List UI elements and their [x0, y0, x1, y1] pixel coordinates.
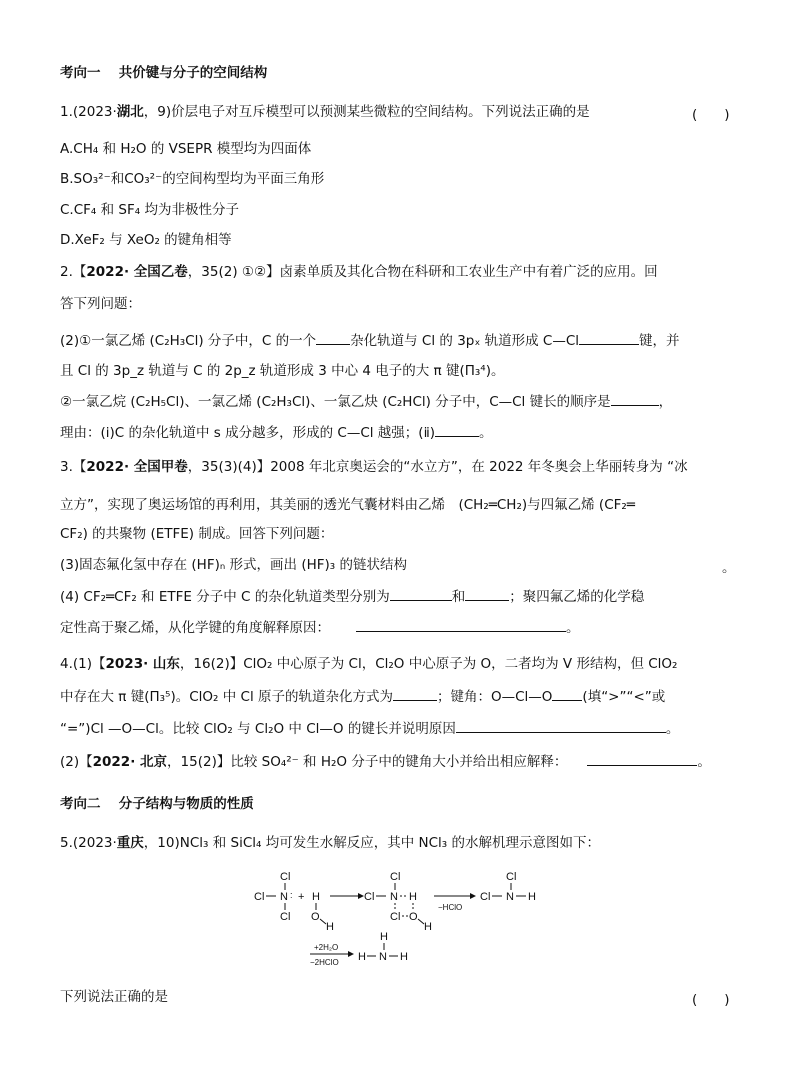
cl-label: Cl [506, 871, 517, 883]
n-label: N [506, 891, 514, 903]
question-2-stem: 2.【2022· 全国乙卷，35(2) ①②】卤素单质及其化合物在科研和工农业生产中有着广泛的应用。回 [60, 264, 658, 280]
question-3-line-4: (3)固态氟化氢中存在 (HF)ₙ 形式，画出 (HF)₃ 的链状结构 [60, 557, 407, 573]
answer-blank[interactable] [579, 332, 639, 345]
question-4-line-2: 中存在大 π 键(Π₃⁵)。ClO₂ 中 Cl 原子的轨道杂化方式为 ；键角：O—Cl—O (填“>”“<”或 [60, 689, 666, 705]
answer-blank[interactable] [390, 588, 452, 601]
question-5-footer: 下列说法正确的是 [60, 989, 168, 1005]
question-1-option-b: B.SO₃²⁻和CO₃²⁻的空间构型均为平面三角形 [60, 171, 325, 187]
question-2-line-4: 且 Cl 的 3p_z 轨道与 C 的 2p_z 轨道形成 3 中心 4 电子的大 π 键(Π₃⁴)。 [60, 363, 505, 379]
h-label: H [528, 891, 536, 903]
n-label: N [280, 891, 288, 903]
answer-blank[interactable] [393, 688, 437, 701]
arrow-condition: −2HClO [310, 958, 339, 967]
question-5-stem: 5.(2023·重庆，10)NCl₃ 和 SiCl₄ 均可发生水解反应，其中 NCl₃ 的水解机理示意图如下： [60, 835, 600, 851]
question-3-line-4-end: 。 [722, 560, 736, 576]
cl-label: Cl [390, 871, 401, 883]
o-label: O [311, 911, 320, 923]
question-2-line-3: (2)①一氯乙烯 (C₂H₃Cl) 分子中，C 的一个 杂化轨道与 Cl 的 3pₓ 轨道形成 C—Cl 键，并 [60, 333, 680, 349]
question-1-option-a: A.CH₄ 和 H₂O 的 VSEPR 模型均为四面体 [60, 141, 312, 157]
h-label: H [400, 951, 408, 963]
question-3-line-3: CF₂) 的共聚物 (ETFE) 制成。回答下列问题： [60, 526, 334, 542]
question-2-line-5: ②一氯乙烷 (C₂H₅Cl)、一氯乙烯 (C₂H₃Cl)、一氯乙炔 (C₂HCl) 分子中，C—Cl 键长的顺序是 ， [60, 394, 673, 410]
question-4-part-2: (2)【2022· 北京，15(2)】比较 SO₄²⁻ 和 H₂O 分子中的键角大小并给出相应解释： 。 [60, 754, 711, 770]
answer-blank[interactable] [456, 720, 666, 733]
question-3-line-2: 立方”，实现了奥运场馆的再利用，其美丽的透光气囊材料由乙烯 (CH₂═CH₂)与四氟乙烯 (CF₂═ [60, 497, 635, 513]
question-1-answer-paren[interactable]: ( ) [692, 107, 730, 123]
h-label: H [358, 951, 366, 963]
cl-label: Cl [254, 891, 265, 903]
answer-blank[interactable] [435, 424, 479, 437]
cl-label: Cl [480, 891, 491, 903]
arrow-condition: +2H₂O [314, 943, 339, 952]
question-3-line-5: (4) CF₂═CF₂ 和 ETFE 分子中 C 的杂化轨道类型分别为 和 ；聚四氟乙烯的化学稳 [60, 589, 645, 605]
question-4-stem: 4.(1)【2023· 山东，16(2)】ClO₂ 中心原子为 Cl，Cl₂O 中心原子为 O，二者均为 V 形结构，但 ClO₂ [60, 656, 678, 672]
o-label: O [409, 911, 418, 923]
section-title-1: 考向一 共价键与分子的空间结构 [60, 65, 268, 81]
answer-blank[interactable] [356, 619, 566, 632]
h-label: H [424, 921, 432, 933]
question-1-option-c: C.CF₄ 和 SF₄ 均为非极性分子 [60, 202, 239, 218]
question-3-line-6: 定性高于聚乙烯，从化学键的角度解释原因： 。 [60, 620, 580, 636]
cl-label: Cl [390, 911, 401, 923]
h-label: H [409, 891, 417, 903]
h-label: H [380, 931, 388, 943]
cl-label: Cl [364, 891, 375, 903]
question-3-stem: 3.【2022· 全国甲卷，35(3)(4)】2008 年北京奥运会的“水立方”，在 2022 年冬奥会上华丽转身为 “冰 [60, 459, 688, 475]
h-label: H [326, 921, 334, 933]
question-1-stem: 1.(2023·湖北，9)价层电子对互斥模型可以预测某些微粒的空间结构。下列说法正确的是 [60, 104, 590, 120]
plus-sign: + [298, 891, 305, 903]
arrow-condition: −HClO [438, 903, 463, 912]
cl-label: Cl [280, 911, 291, 923]
question-5-answer-paren[interactable]: ( ) [692, 992, 730, 1008]
svg-text::: : [290, 890, 293, 900]
cl-label: Cl [280, 871, 291, 883]
n-label: N [379, 951, 387, 963]
hydrolysis-mechanism-diagram [240, 868, 560, 978]
question-4-line-3: “=”)Cl —O—Cl。比较 ClO₂ 与 Cl₂O 中 Cl—O 的键长并说明原因 。 [60, 721, 680, 737]
answer-blank[interactable] [587, 753, 697, 766]
question-2-line-6: 理由：(ⅰ)C 的杂化轨道中 s 成分越多，形成的 C—Cl 越强；(ⅱ) 。 [60, 425, 493, 441]
answer-blank[interactable] [465, 588, 509, 601]
h-label: H [312, 891, 320, 903]
section-title-2: 考向二 分子结构与物质的性质 [60, 796, 254, 812]
answer-blank[interactable] [316, 332, 350, 345]
question-1-option-d: D.XeF₂ 与 XeO₂ 的键角相等 [60, 232, 232, 248]
answer-blank[interactable] [552, 688, 582, 701]
n-label: N [390, 891, 398, 903]
question-2-line-2: 答下列问题： [60, 296, 141, 312]
answer-blank[interactable] [611, 393, 659, 406]
